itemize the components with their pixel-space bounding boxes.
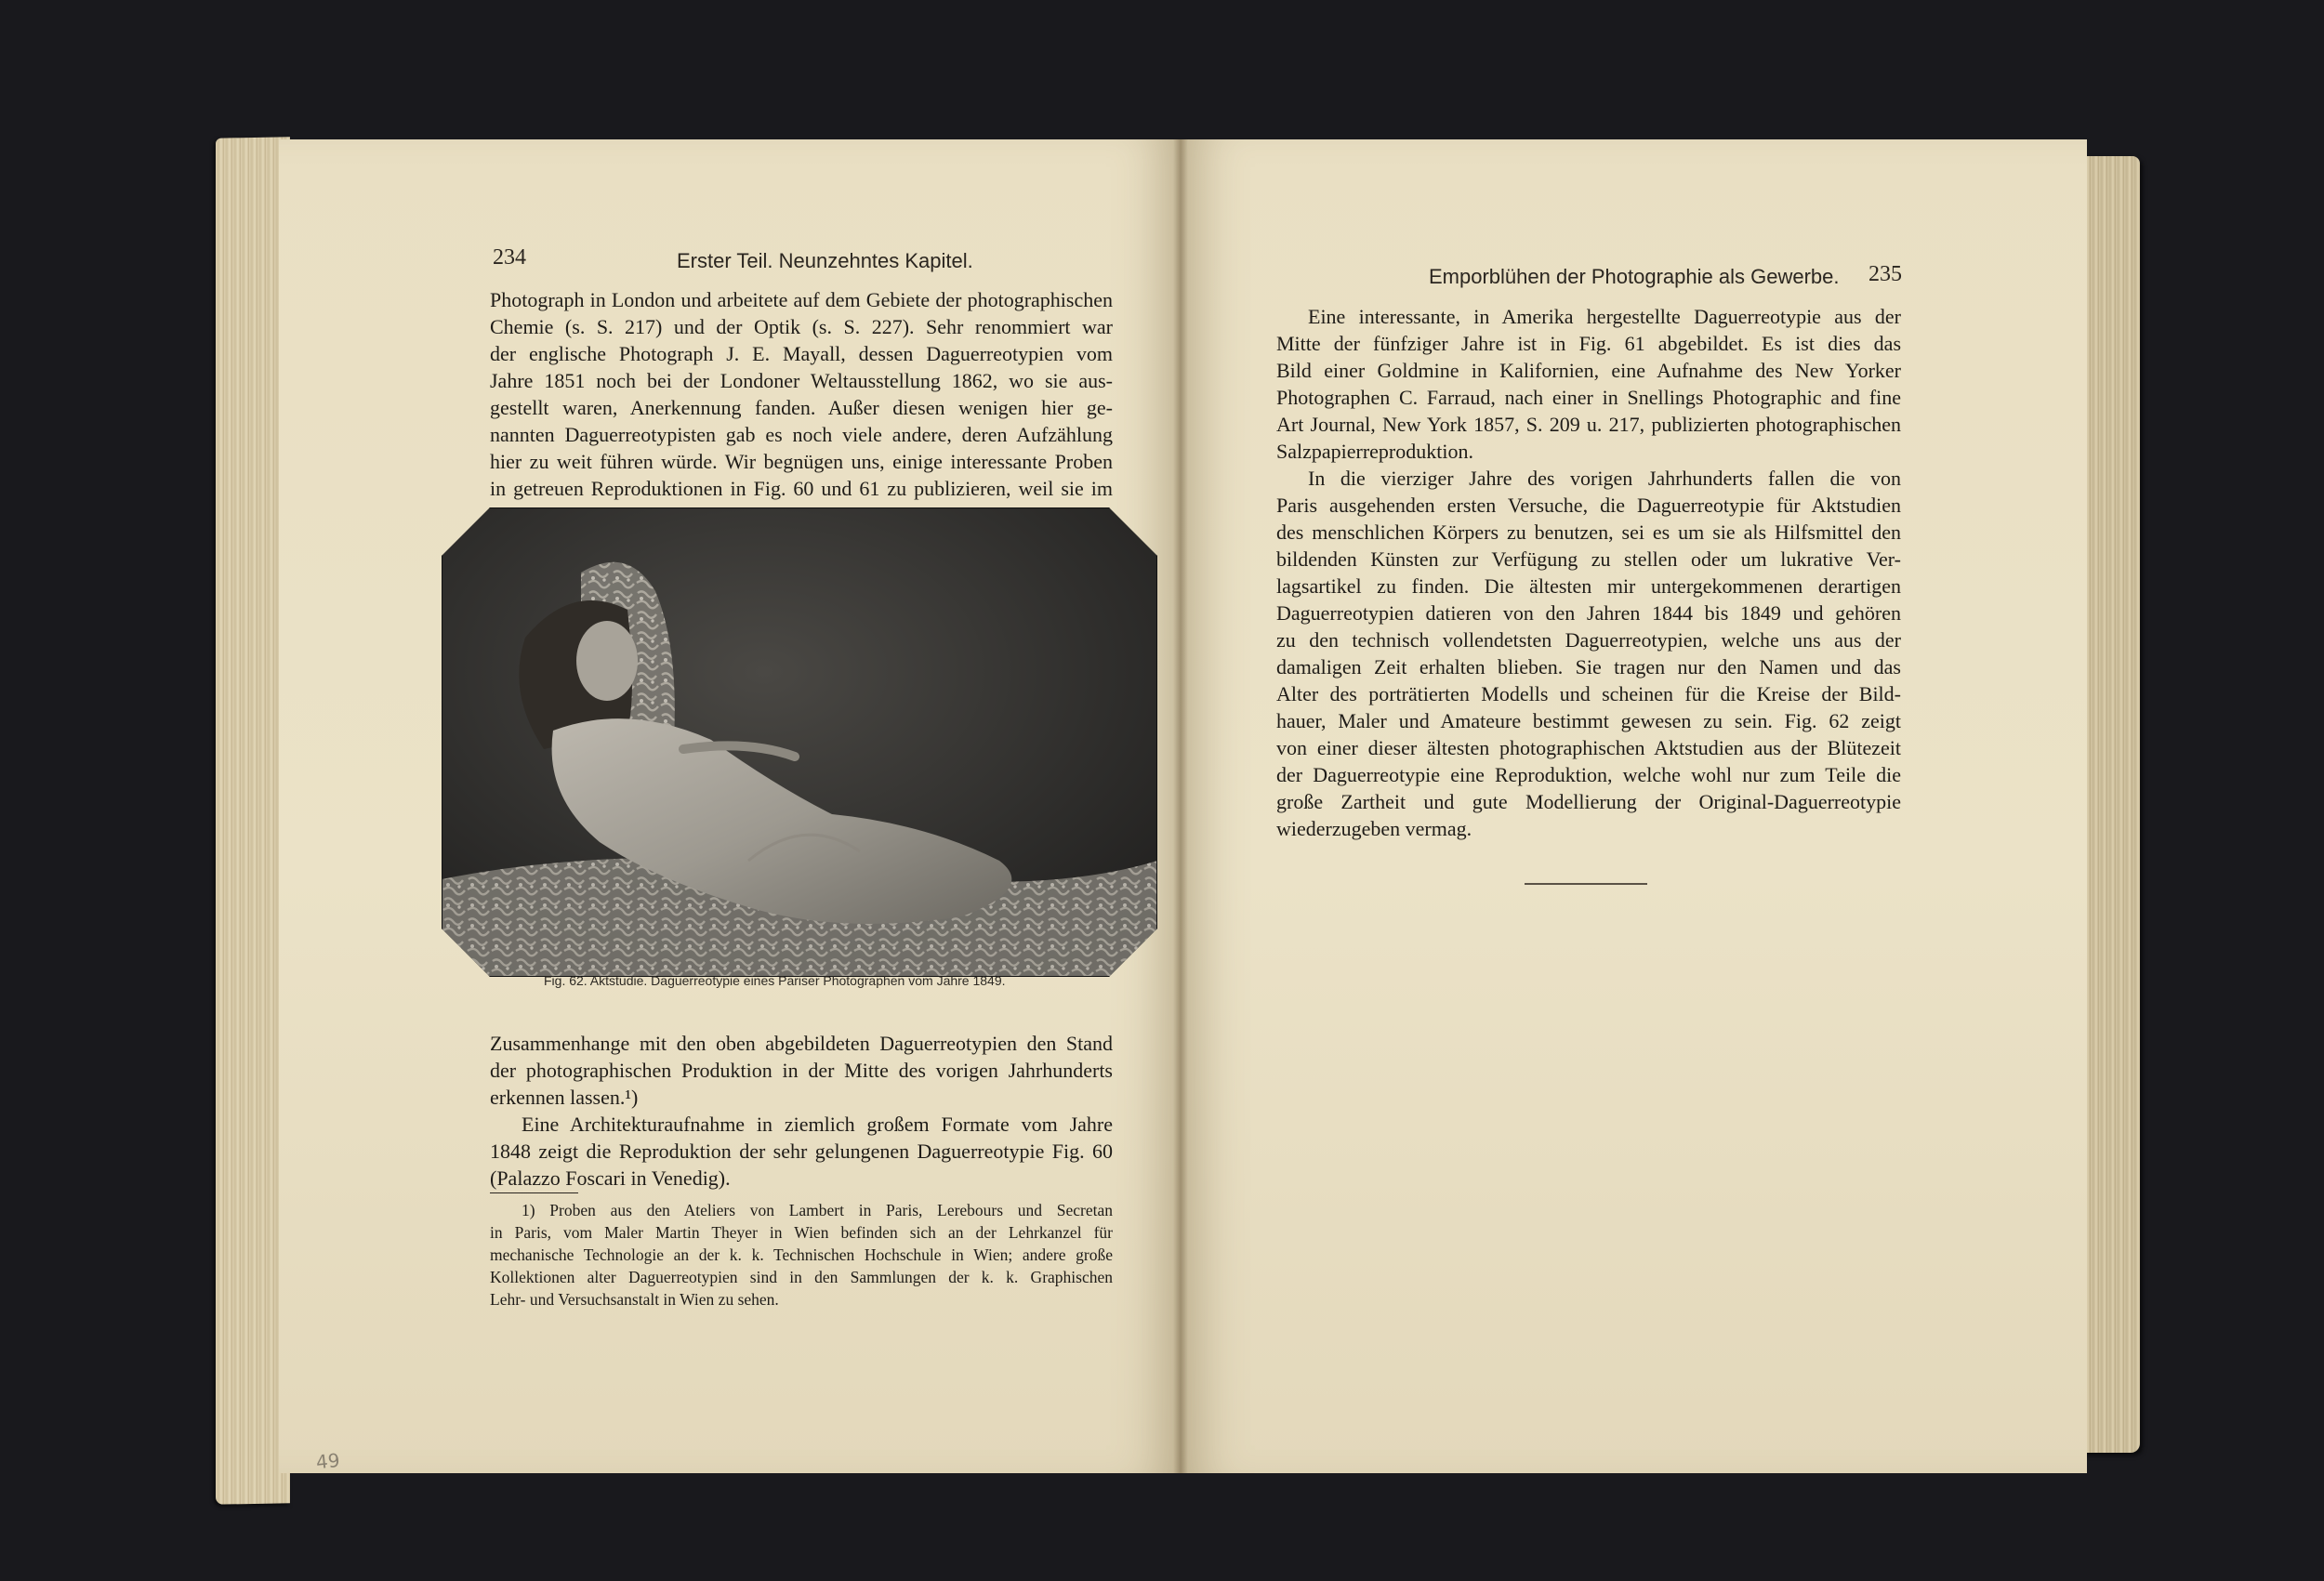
text-line: lagsartikel zu finden. Die ältesten mir untergekommenen derartigen <box>1276 574 1901 598</box>
text-line: 1) Proben aus den Ateliers von Lambert in Paris, Lerebours und Secretan <box>522 1201 1113 1219</box>
text-line: der photographischen Produktion in der Mitte des vorigen Jahrhunderts <box>490 1059 1113 1082</box>
footnote-rule <box>490 1192 578 1193</box>
text-line: nannten Daguerreotypisten gab es noch viele andere, deren Aufzählung <box>490 423 1113 446</box>
right-paragraph-1 <box>1276 303 1901 465</box>
text-line: Paris ausgehenden ersten Versuche, die Daguerreotypie für Aktstudien <box>1276 494 1901 517</box>
text-line: hier zu weit führen würde. Wir begnügen uns, einige interessante Proben <box>490 450 1113 473</box>
text-line: Photographen C. Farraud, nach einer in Snellings Photographic and fine <box>1276 386 1901 409</box>
text-line: Mitte der fünfziger Jahre ist in Fig. 61 abgebildet. Es ist dies das <box>1276 332 1901 355</box>
text-line: (Palazzo Foscari in Venedig). <box>490 1166 731 1190</box>
book-gutter <box>1173 139 1188 1473</box>
text-line: wiederzugeben vermag. <box>1276 817 1472 840</box>
right-paragraph-2 <box>1276 465 1901 842</box>
left-bottom-paragraph-2 <box>490 1111 1113 1192</box>
right-page-number: 235 <box>1868 262 1902 286</box>
text-line: gestellt waren, Anerkennung fanden. Außer diesen wenigen hier ge- <box>490 396 1113 419</box>
text-line: hauer, Maler und Amateure bestimmt gewesen zu sein. Fig. 62 zeigt <box>1276 709 1901 732</box>
left-page-number: 234 <box>493 245 526 270</box>
text-line: von einer dieser ältesten photographischen Aktstudien aus der Blütezeit <box>1276 736 1901 759</box>
text-line: Bild einer Goldmine in Kalifornien, eine Aufnahme des New Yorker <box>1276 359 1901 382</box>
text-line: der englische Photograph J. E. Mayall, dessen Daguerreotypien vom <box>490 342 1113 365</box>
text-line: 1848 zeigt die Reproduktion der sehr gelungenen Daguerreotypie Fig. 60 <box>490 1140 1113 1163</box>
text-line: Daguerreotypien datieren von den Jahren 1844 bis 1849 und gehören <box>1276 601 1901 625</box>
text-line: der Daguerreotypie eine Reproduktion, welche wohl nur zum Teile die <box>1276 763 1901 786</box>
text-line: Kollektionen alter Daguerreotypien sind in den Sammlungen der k. k. Graphischen <box>490 1268 1113 1286</box>
text-line: damaligen Zeit erhalten blieben. Sie tragen nur den Namen und das <box>1276 655 1901 679</box>
text-line: Art Journal, New York 1857, S. 209 u. 217, publizierten photographischen <box>1276 413 1901 436</box>
left-top-text <box>490 286 1113 502</box>
text-line: Alter des porträtierten Modells und scheinen für die Kreise der Bild- <box>1276 682 1901 705</box>
text-line: bildenden Künsten zur Verfügung zu stellen oder um lukrative Ver- <box>1276 547 1901 571</box>
text-line: Zusammenhange mit den oben abgebildeten Daguerreotypien den Stand <box>490 1032 1113 1055</box>
right-page-edges <box>2082 156 2140 1453</box>
footnote <box>490 1199 1113 1311</box>
figure-caption: Fig. 62. Aktstudie. Daguerreotypie eines Pariser Photographen vom Jahre 1849. <box>544 973 1006 988</box>
text-line: in Paris, vom Maler Martin Theyer in Wien befinden sich an der Lehrkanzel für <box>490 1223 1113 1242</box>
text-line: große Zartheit und gute Modellierung der Original-Daguerreotypie <box>1276 790 1901 813</box>
daguerreotype-figure <box>442 507 1157 977</box>
text-line: Photograph in London und arbeitete auf dem Gebiete der photographischen <box>490 288 1113 311</box>
section-end-rule <box>1525 883 1647 885</box>
text-line: zu den technisch vollendetsten Daguerreotypien, welche uns aus der <box>1276 628 1901 652</box>
pencil-mark: 49 <box>314 1448 341 1474</box>
text-line: in getreuen Reproduktionen in Fig. 60 und 61 zu publizieren, weil sie im <box>490 477 1113 500</box>
text-line: In die vierziger Jahre des vorigen Jahrhunderts fallen die von <box>1308 467 1901 490</box>
text-line: Eine Architekturaufnahme in ziemlich großem Formate vom Jahre <box>522 1113 1113 1136</box>
text-line: mechanische Technologie an der k. k. Technischen Hochschule in Wien; andere große <box>490 1245 1113 1264</box>
text-line: des menschlichen Körpers zu benutzen, sei es um sie als Hilfsmittel den <box>1276 520 1901 544</box>
right-running-head: Emporblühen der Photographie als Gewerbe. <box>1429 265 1840 288</box>
text-line: Eine interessante, in Amerika hergestellte Daguerreotypie aus der <box>1308 305 1901 328</box>
left-bottom-paragraph-1 <box>490 1030 1113 1111</box>
text-line: Salzpapierreproduktion. <box>1276 440 1473 463</box>
left-running-head: Erster Teil. Neunzehntes Kapitel. <box>677 249 973 272</box>
text-line: Lehr- und Versuchsanstalt in Wien zu sehen. <box>490 1290 779 1309</box>
text-line: Chemie (s. S. 217) und der Optik (s. S. 227). Sehr renommiert war <box>490 315 1113 338</box>
text-line: erkennen lassen.¹) <box>490 1086 639 1109</box>
text-line: Jahre 1851 noch bei der Londoner Weltausstellung 1862, wo sie aus- <box>490 369 1113 392</box>
